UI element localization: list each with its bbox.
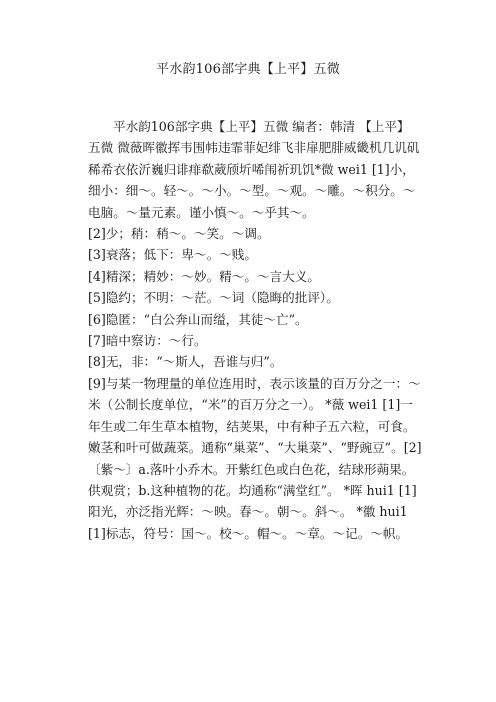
entry-paragraph-4: [4]精深；精妙：～妙。精～。～言大义。 [88, 268, 320, 284]
entry-paragraph-7: [7]暗中察访：～行。 [88, 333, 207, 349]
entry-paragraph-intro: 平水韵106部字典【上平】五微 编者：韩清 【上平】五微 微薇晖徽挥韦围帏违霏菲妃绯飞非扉肥腓威畿机几讥矶稀希衣依沂巍归诽痱欷葳颀圻唏闱祈玑饥*微 wei1 [1]小，细小：细～。轻～。～小。～型。～观。～雕。～积分。～电脑。～量元素。谨小慎～。～乎其～。 [88, 119, 420, 220]
document-title: 平水韵106部字典【上平】五微 [156, 62, 340, 77]
entry-paragraph-9: [9]与某一物理量的单位连用时，表示该量的百万分之一：～米（公制长度单位，“米”的百万分之一）。 *薇 wei1 [1]一年生或二年生草本植物，结荚果，中有种子五六粒，可食。嫩茎和叶可做蔬菜。通称“巢菜”、“大巢菜”、“野豌豆”。[2]〔紫～〕a.落叶小乔木。开紫红色或白色花，结球形蒴果。供观赏；b.这种植物的花。均通称“满堂红”。 *晖 hui1 [1]阳光，亦泛指光辉：～映。春～。朝～。斜～。 *徽 hui1 [1]标志，符号：国～。校～。帽～。～章。～记。～帜。 [88, 375, 422, 541]
entry-paragraph-6: [6]隐匿：“白公奔山而缢，其徒～亡”。 [88, 311, 308, 327]
document-body [88, 116, 422, 544]
entry-paragraph-5: [5]隐约；不明：～茫。～词（隐晦的批评）。 [88, 290, 339, 306]
entry-paragraph-8: [8]无，非：“～斯人，吾谁与归”。 [88, 354, 283, 370]
entry-paragraph-2: [2]少；稍：稍～。～笑。～调。 [88, 226, 270, 242]
entry-paragraph-3: [3]衰落；低下：卑～。～贱。 [88, 247, 257, 263]
